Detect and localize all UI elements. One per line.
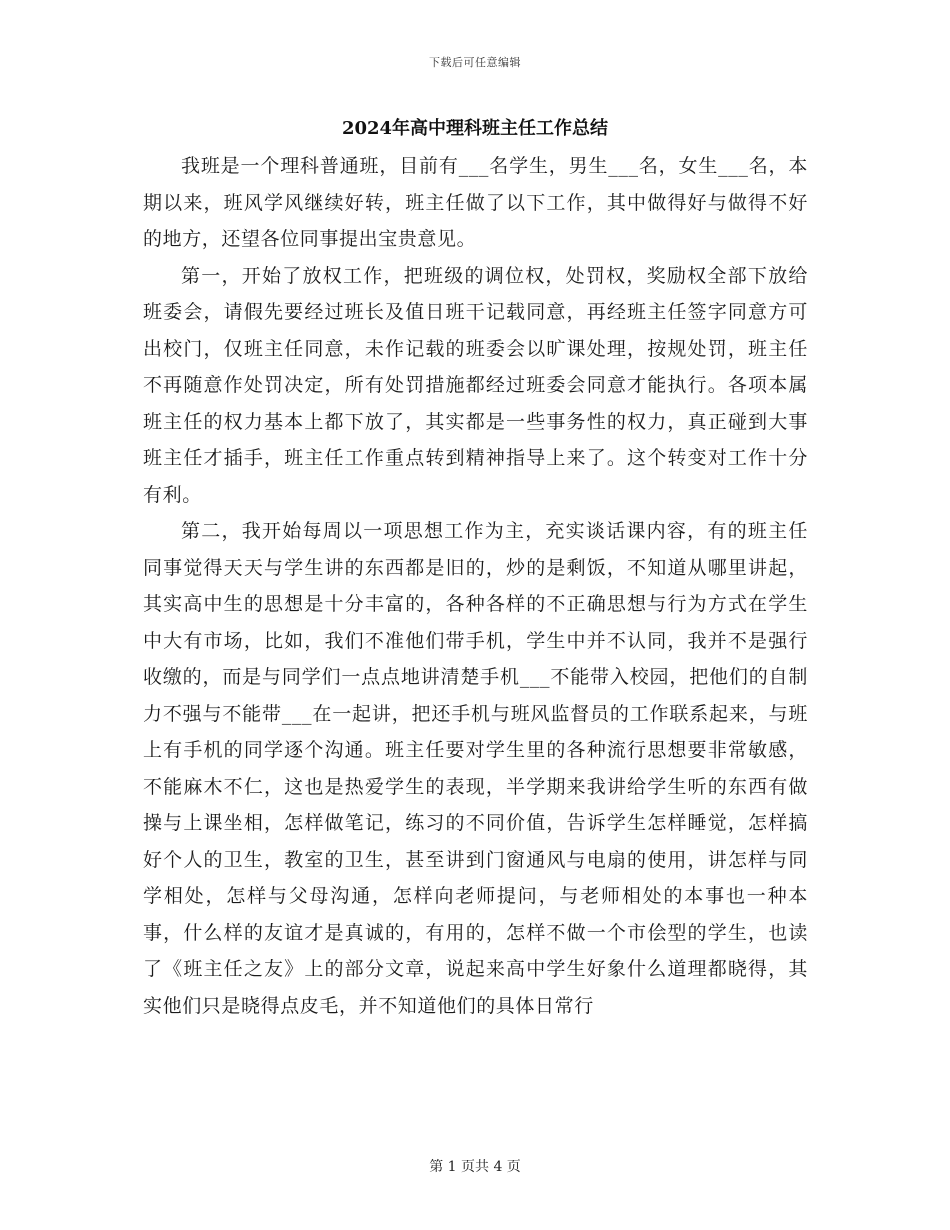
paragraph-second-point: 第二，我开始每周以一项思想工作为主，充实谈话课内容，有的班主任同事觉得天天与学生讲的东西都是旧的，炒的是剩饭，不知道从哪里讲起，其实高中生的思想是十分丰富的，各种各样的不正确思想与行为方式在学生中大有市场，比如，我们不准他们带手机，学生中并不认同，我并不是强行收缴的，而是与同学们一点点地讲清楚手机___不能带入校园，把他们的自制力不强与不能带___在一起讲，把还手机与班风监督员的工作联系起来，与班上有手机的同学逐个沟通。班主任要对学生里的各种流行思想要非常敏感，不能麻木不仁，这也是热爱学生的表现，半学期来我讲给学生听的东西有做操与上课坐相，怎样做笔记，练习的不同价值，告诉学生怎样睡觉，怎样搞好个人的卫生，教室的卫生，甚至讲到门窗通风与电扇的使用，讲怎样与同学相处，怎样与父母沟通，怎样向老师提问，与老师相处的本事也一种本事，什么样的友谊才是真诚的，有用的，怎样不做一个市侩型的学生，也读了《班主任之友》上的部分文章，说起来高中学生好象什么道理都晓得，其实他们只是晓得点皮毛，并不知道他们的具体日常行 (143, 520, 808, 1017)
page-header-note: 下载后可任意编辑 (429, 56, 521, 69)
document-body (143, 148, 808, 1024)
document-title: 2024年高中理科班主任工作总结 (341, 118, 609, 139)
paragraph-first-point: 第一，开始了放权工作，把班级的调位权，处罚权，奖励权全部下放给班委会，请假先要经过班长及值日班干记载同意，再经班主任签字同意方可出校门，仅班主任同意，未作记载的班委会以旷课处理，按规处罚，班主任不再随意作处罚决定，所有处罚措施都经过班委会同意才能执行。各项本属班主任的权力基本上都下放了，其实都是一些事务性的权力，真正碰到大事班主任才插手，班主任工作重点转到精神指导上来了。这个转变对工作十分有利。 (143, 264, 808, 506)
page-number-footer: 第 1 页共 4 页 (429, 1159, 521, 1175)
paragraph-intro: 我班是一个理科普通班，目前有___名学生，男生___名，女生___名，本期以来，班风学风继续好转，班主任做了以下工作，其中做得好与做得不好的地方，还望各位同事提出宝贵意见。 (143, 155, 808, 250)
